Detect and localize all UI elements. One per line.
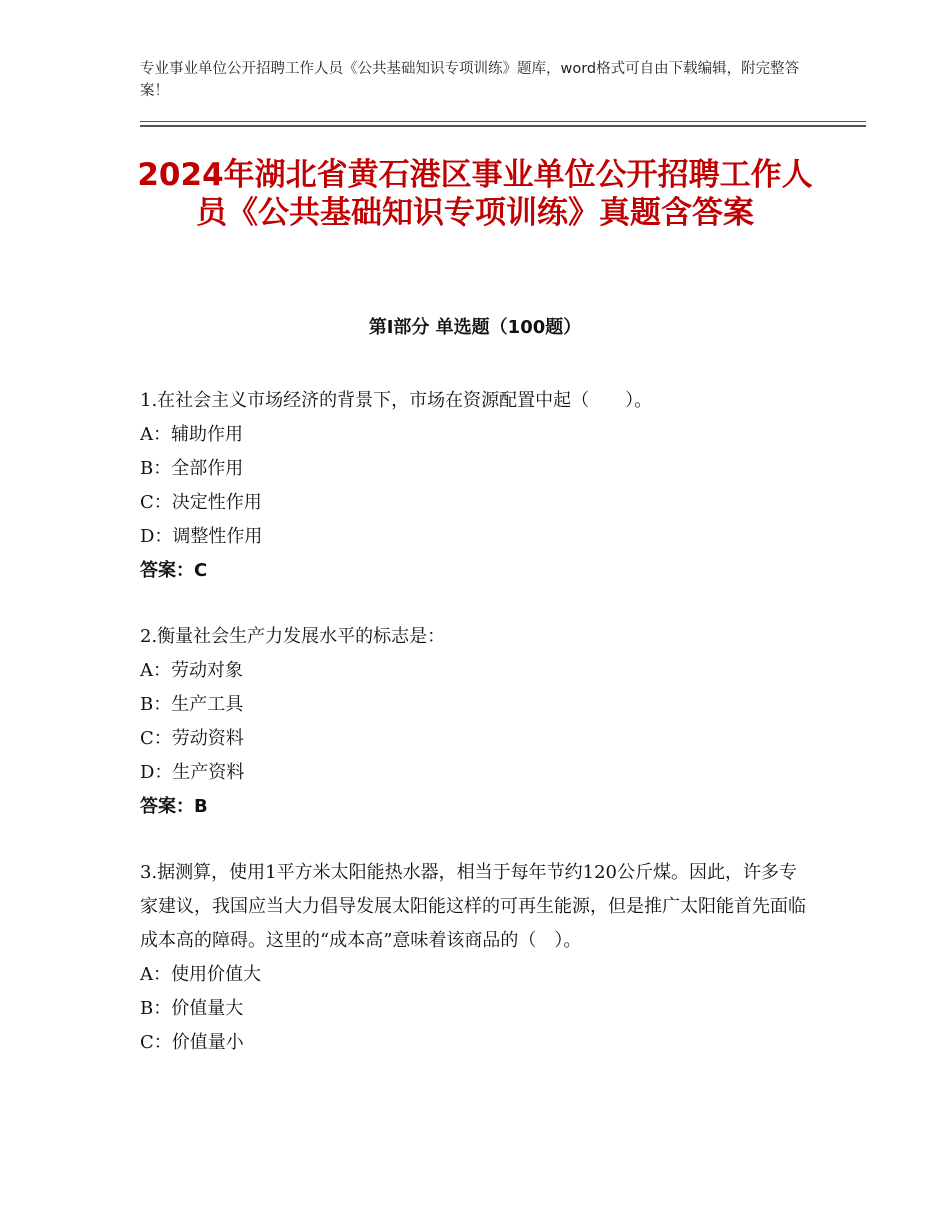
option-b: B：生产工具 xyxy=(140,694,244,715)
question-stem: 2.衡量社会生产力发展水平的标志是： xyxy=(140,626,446,647)
option-c: C：价值量小 xyxy=(140,1032,244,1053)
option-c: C：劳动资料 xyxy=(140,728,244,749)
header-divider xyxy=(140,121,866,127)
question-2 xyxy=(140,620,810,824)
answer: 答案：C xyxy=(140,560,208,581)
option-d: D：调整性作用 xyxy=(140,526,263,547)
question-stem: 1.在社会主义市场经济的背景下，市场在资源配置中起（ ）。 xyxy=(140,390,653,411)
question-list xyxy=(140,384,810,1092)
question-3 xyxy=(140,856,810,1060)
answer: 答案：B xyxy=(140,796,208,817)
option-b: B：价值量大 xyxy=(140,998,244,1019)
option-a: A：辅助作用 xyxy=(140,424,243,445)
page-header: 专业事业单位公开招聘工作人员《公共基础知识专项训练》题库，word格式可自由下载编辑，附完整答案！ xyxy=(140,61,800,99)
option-c: C：决定性作用 xyxy=(140,492,262,513)
option-a: A：劳动对象 xyxy=(140,660,243,681)
document-title: 2024年湖北省黄石港区事业单位公开招聘工作人员《公共基础知识专项训练》真题含答案 xyxy=(137,157,813,231)
option-d: D：生产资料 xyxy=(140,762,245,783)
option-b: B：全部作用 xyxy=(140,458,244,479)
section-title: 第Ⅰ部分 单选题（100题） xyxy=(368,317,582,338)
question-stem: 3.据测算，使用1平方米太阳能热水器，相当于每年节约120公斤煤。因此，许多专家建议，我国应当大力倡导发展太阳能这样的可再生能源，但是推广太阳能首先面临成本高的障碍。这里的“成本高”意味着该商品的（ ）。 xyxy=(140,862,806,951)
question-1 xyxy=(140,384,810,588)
option-a: A：使用价值大 xyxy=(140,964,261,985)
